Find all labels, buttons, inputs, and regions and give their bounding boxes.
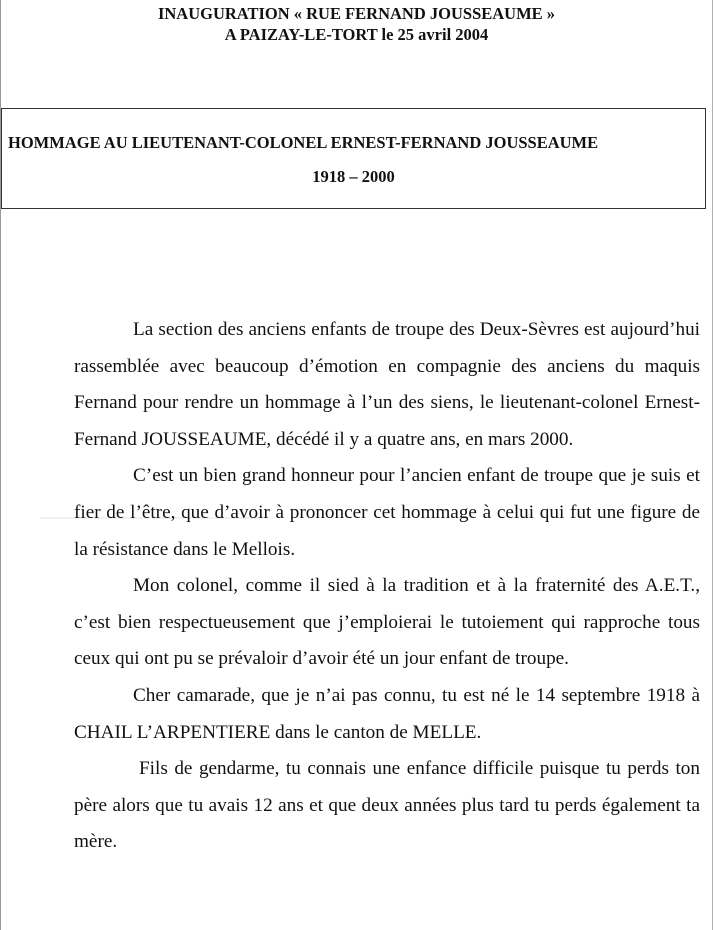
paragraph-3: Mon colonel, comme il sied à la tradition et à la fraternité des A.E.T., c’est bien respectueusement que j’emploierai le tutoiement qui rapproche tous ceux qui ont pu se prévaloir d’avoir été un jour enfant de troupe.	[74, 575, 700, 670]
header-line-1: INAUGURATION « RUE FERNAND JOUSSEAUME »	[157, 4, 556, 23]
header-line-2: A PAIZAY-LE-TORT le 25 avril 2004	[224, 25, 489, 44]
title-box	[1, 108, 706, 209]
paragraph-5: Fils de gendarme, tu connais une enfance difficile puisque tu perds ton père alors que tu avais 12 ans et que deux années plus tard tu perds également ta mère.	[74, 758, 700, 853]
paragraph-4: Cher camarade, que je n’ai pas connu, tu est né le 14 septembre 1918 à CHAIL L’ARPENTIERE dans le canton de MELLE.	[74, 684, 700, 743]
paragraph-1: La section des anciens enfants de troupe des Deux-Sèvres est aujourd’hui rassemblée avec beaucoup d’émotion en compagnie des anciens du maquis Fernand pour rendre un hommage à l’un des siens, le lieutenant-colonel Ernest-Fernand JOUSSEAUME, décédé il y a quatre ans, en mars 2000.	[74, 319, 700, 450]
title-heading: HOMMAGE AU LIEUTENANT-COLONEL ERNEST-FERNAND JOUSSEAUME	[8, 133, 599, 152]
document-header	[0, 3, 713, 45]
paragraph-2: C’est un bien grand honneur pour l’ancien enfant de troupe que je suis et fier de l’être, que d’avoir à prononcer cet hommage à celui qui fut une figure de la résistance dans le Mellois.	[74, 465, 700, 560]
title-years: 1918 – 2000	[312, 167, 395, 186]
document-body	[74, 312, 700, 861]
